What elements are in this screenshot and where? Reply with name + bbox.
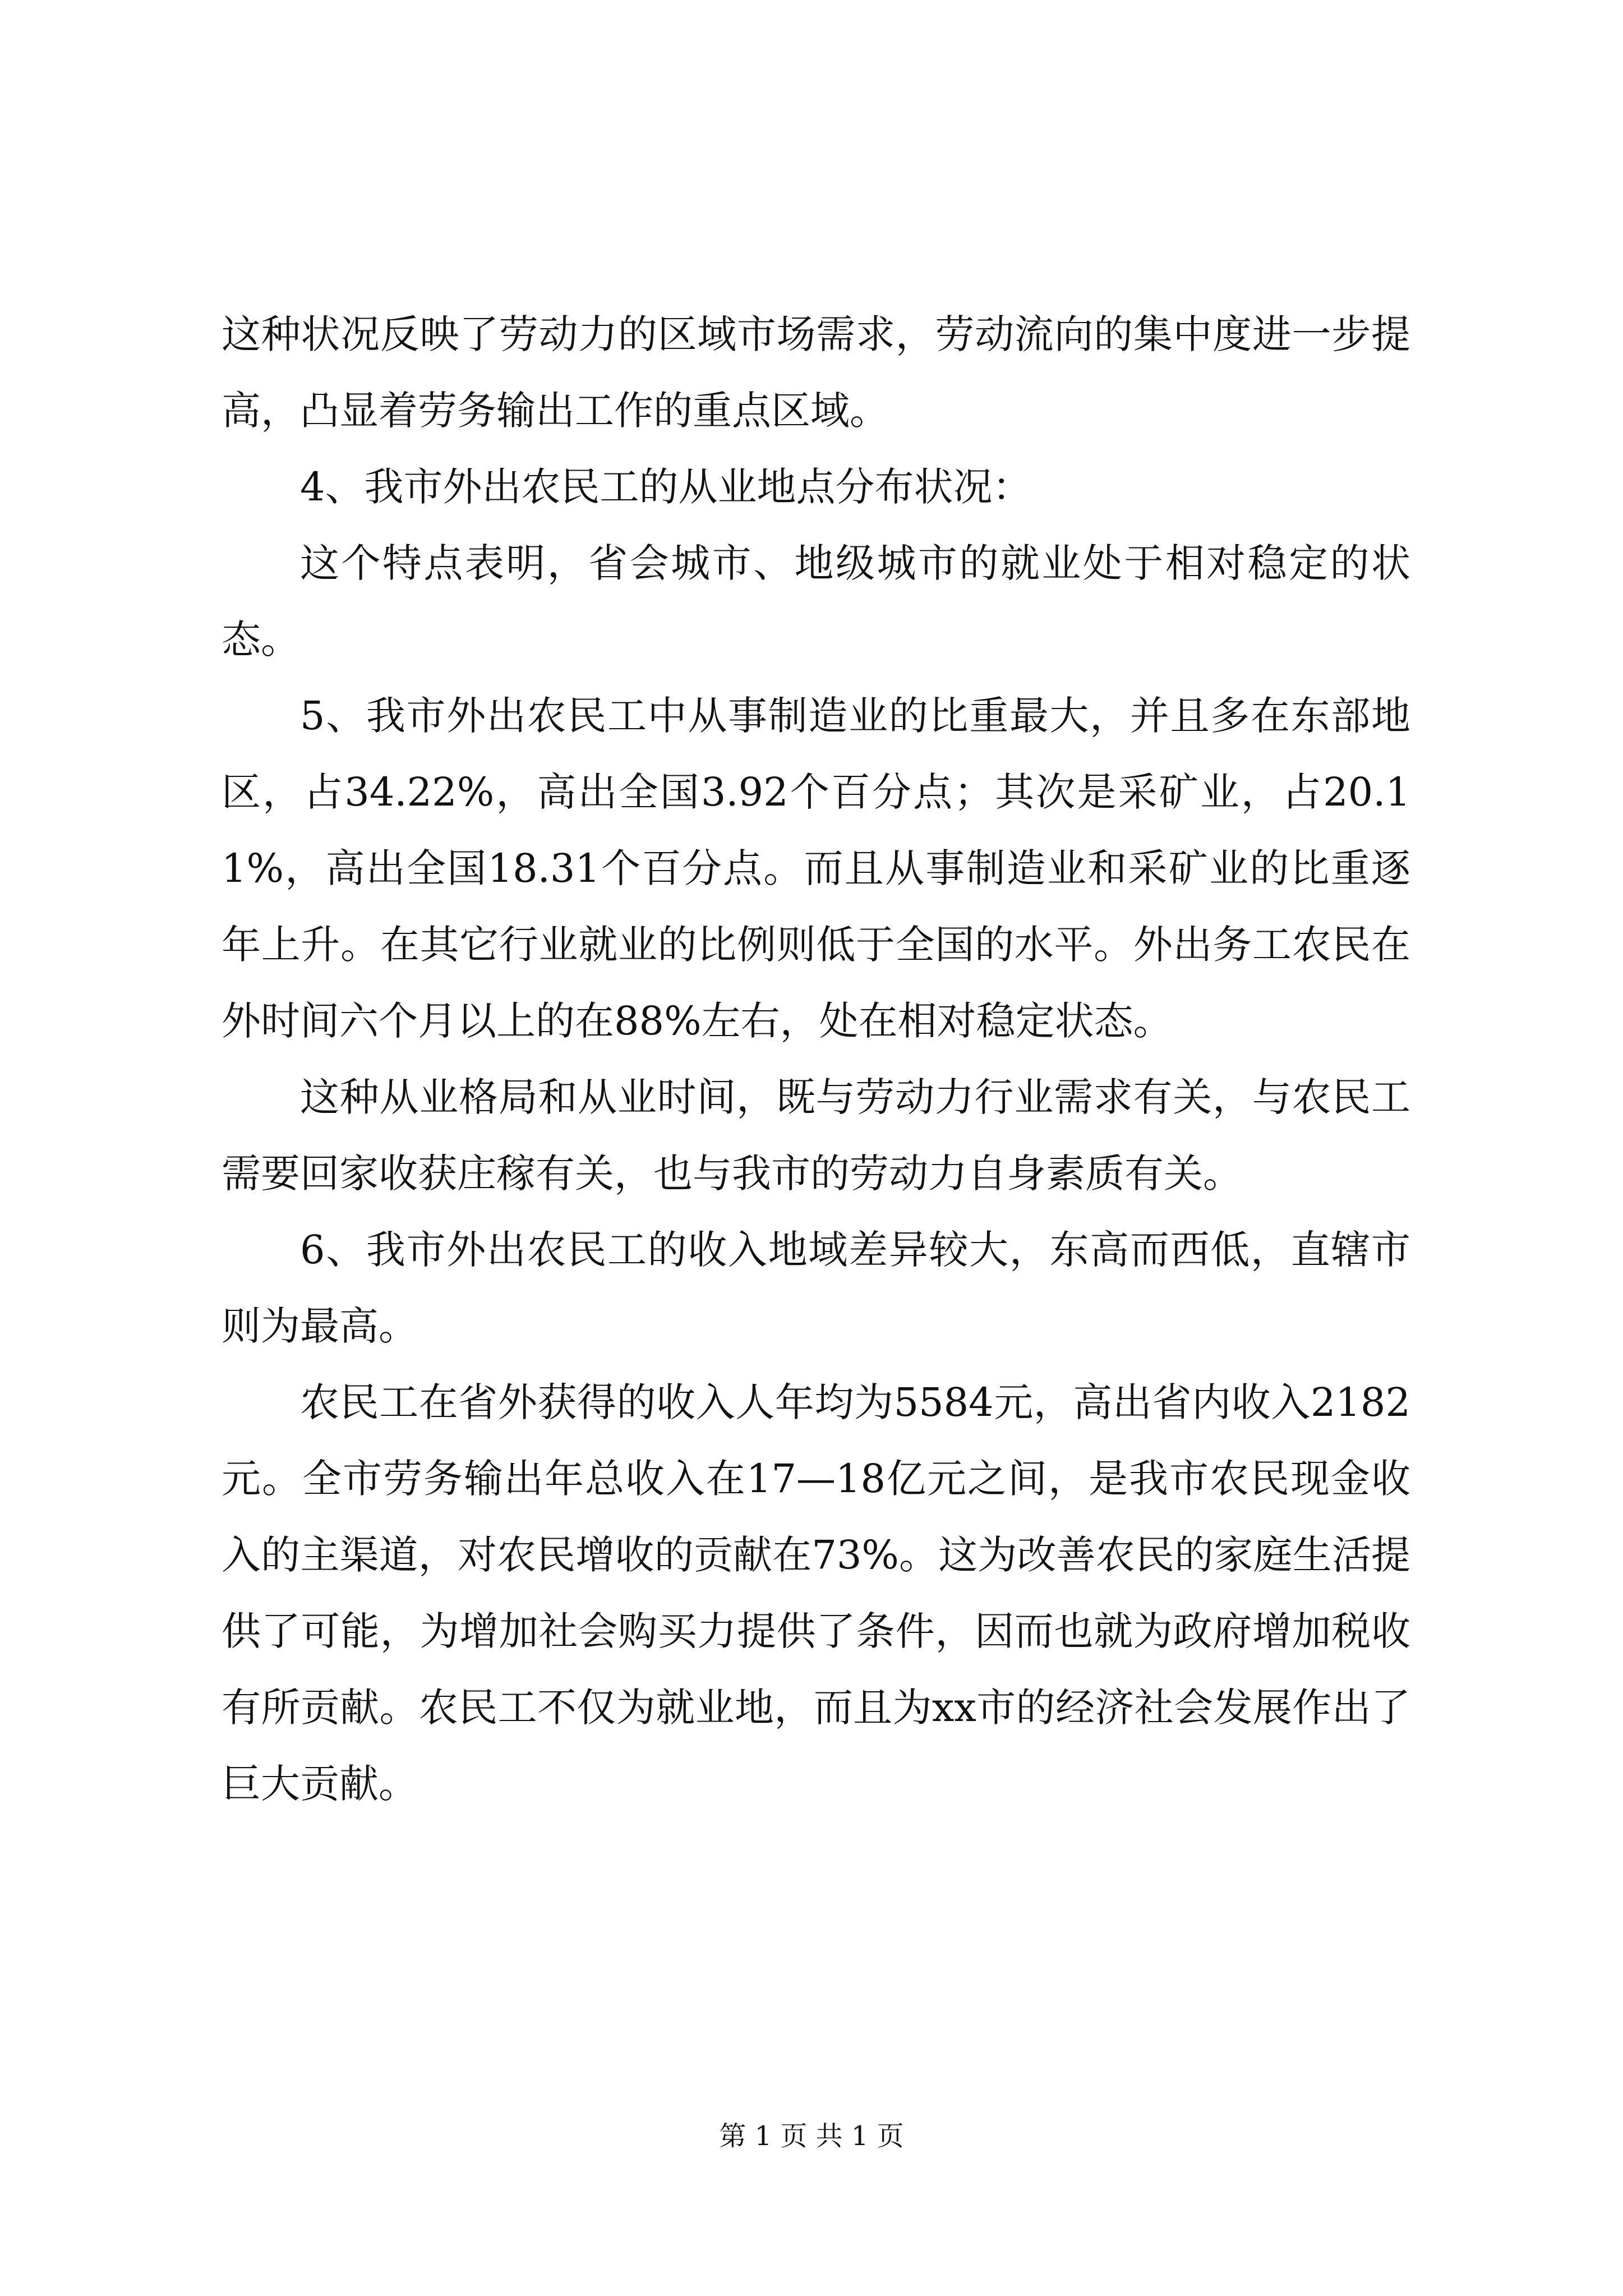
- paragraph-1: 这种状况反映了劳动力的区域市场需求，劳动流向的集中度进一步提高，凸显着劳务输出工作的重点区域。: [222, 311, 1410, 434]
- page-number-footer: 第 1 页 共 1 页: [719, 2120, 904, 2152]
- paragraph-5: 这种从业格局和从业时间，既与劳动力行业需求有关，与农民工需要回家收获庄稼有关，也与我市的劳动力自身素质有关。: [222, 1074, 1410, 1197]
- paragraph-4: 5、我市外出农民工中从事制造业的比重最大，并且多在东部地区，占34.22%，高出全国3.92个百分点；其次是采矿业，占20.11%，高出全国18.31个百分点。而且从事制造业和采矿业的比重逐年上升。在其它行业就业的比例则低于全国的水平。外出务工农民在外时间六个月以上的在88%左右，处在相对稳定状态。: [222, 693, 1410, 1044]
- paragraph-6: 6、我市外出农民工的收入地域差异较大，东高而西低，直辖市则为最高。: [222, 1227, 1410, 1349]
- paragraph-7: 农民工在省外获得的收入人年均为5584元，高出省内收入2182元。全市劳务输出年总收入在17—18亿元之间，是我市农民现金收入的主渠道，对农民增收的贡献在73%。这为改善农民的家庭生活提供了可能，为增加社会购买力提供了条件，因而也就为政府增加税收有所贡献。农民工不仅为就业地，而且为xx市的经济社会发展作出了巨大贡献。: [222, 1379, 1410, 1807]
- paragraph-3: 这个特点表明，省会城市、地级城市的就业处于相对稳定的状态。: [222, 540, 1410, 662]
- document-body: [222, 296, 1410, 1822]
- paragraph-2: 4、我市外出农民工的从业地点分布状况：: [300, 464, 1032, 510]
